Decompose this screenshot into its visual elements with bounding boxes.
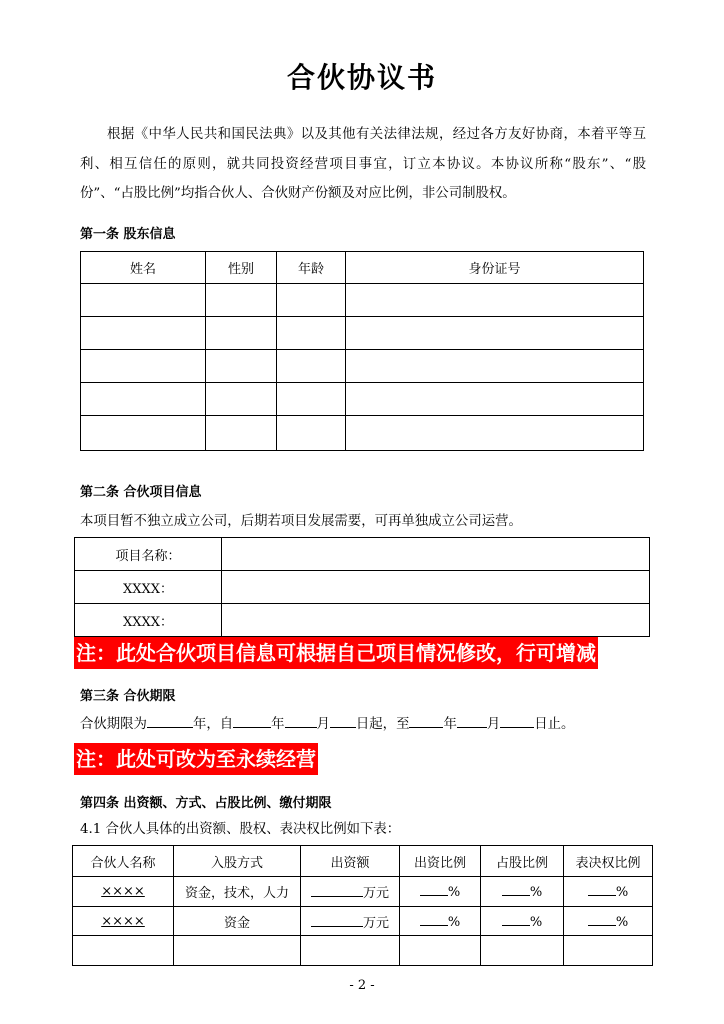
article2-heading: 第二条 合伙项目信息: [80, 485, 202, 500]
article1-heading: 第一条 股东信息: [80, 227, 176, 242]
header-share-ratio: 占股比例: [481, 846, 564, 877]
header-age: 年龄: [277, 252, 346, 284]
percent-sign: %: [615, 885, 629, 900]
term-sentence: 合伙期限为 年，自 年 月 日起，至 年 月 日止。: [80, 717, 575, 732]
amount-unit: 万元: [362, 915, 389, 931]
table-row: [81, 284, 644, 317]
project-info-table: [74, 537, 650, 637]
percent-sign: %: [447, 914, 461, 930]
table-row: [75, 571, 650, 604]
partner-name: ××××: [101, 884, 145, 899]
project-note: 注：此处合伙项目信息可根据自己项目情况修改，行可增减: [74, 637, 598, 669]
table-row: [73, 907, 653, 936]
table-row: [75, 604, 650, 637]
percent-sign: %: [529, 885, 543, 900]
table-row: [81, 416, 644, 451]
investment-method: 资金: [174, 907, 301, 936]
header-investment-method: 入股方式: [174, 846, 301, 877]
shareholder-table: [80, 251, 644, 451]
header-id-number: 身份证号: [346, 252, 644, 284]
percent-sign: %: [447, 885, 461, 900]
partner-name: ××××: [101, 913, 145, 929]
header-name: 姓名: [81, 252, 206, 284]
table-row: [81, 350, 644, 383]
intro-paragraph: 根据《中华人民共和国民法典》以及其他有关法律法规，经过各方友好协商，本着平等互利、相互信任的原则，就共同投资经营项目事宜，订立本协议。本协议所称“股东”、“股份”、“占股比例”均指合伙人、合伙财产份额及对应比例，非公司制股权。: [80, 127, 646, 201]
term-note: 注：此处可改为至永续经营: [74, 743, 318, 775]
project-field-label: XXXX：: [75, 604, 222, 637]
header-gender: 性别: [206, 252, 277, 284]
header-capital-ratio: 出资比例: [400, 846, 481, 877]
capital-contribution-table: [72, 845, 653, 966]
table-row: [81, 383, 644, 416]
percent-sign: %: [529, 914, 543, 930]
header-partner-name: 合伙人名称: [73, 846, 174, 877]
document-title: 合伙协议书: [286, 61, 437, 94]
article4-heading: 第四条 出资额、方式、占股比例、缴付期限: [80, 796, 332, 811]
project-field-label: XXXX：: [75, 571, 222, 604]
table-row: [73, 936, 653, 966]
article2-text: 本项目暂不独立成立公司，后期若项目发展需要，可再单独成立公司运营。: [80, 514, 522, 529]
table-row: [81, 317, 644, 350]
header-voting-ratio: 表决权比例: [564, 846, 653, 877]
project-name-label: 项目名称：: [75, 538, 222, 571]
amount-unit: 万元: [362, 886, 389, 901]
header-capital-amount: 出资额: [301, 846, 400, 877]
percent-sign: %: [615, 914, 629, 930]
table-row: [75, 538, 650, 571]
investment-method: 资金，技术，人力: [174, 877, 301, 907]
page-number: - 2 -: [349, 978, 375, 993]
article4-subclause: 4.1 合伙人具体的出资额、股权、表决权比例如下表：: [80, 822, 401, 837]
article3-heading: 第三条 合伙期限: [80, 689, 176, 704]
table-row: [73, 877, 653, 907]
